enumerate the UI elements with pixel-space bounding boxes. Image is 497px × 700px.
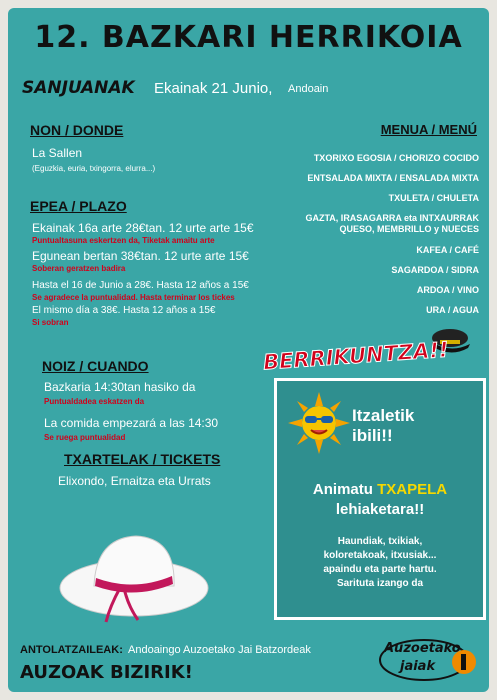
desc-line: Sarituta izango da <box>336 578 424 589</box>
desc-line: Haundiak, txikiak, <box>337 536 423 547</box>
menu-item: QUESO, MEMBRILLO y NUECES <box>339 224 479 234</box>
itzaletik-line1: Itzaletik <box>352 406 415 425</box>
cuando-line2-note: Se ruega puntualidad <box>44 433 126 442</box>
txapela-highlight: TXAPELA <box>377 481 448 498</box>
tickets-heading: TXARTELAK / TICKETS <box>64 451 221 467</box>
logo-text-line2: jaiak <box>400 659 436 674</box>
plazo-line2-note: Soberan geratzen badira <box>32 264 126 273</box>
plazo-line4-note: Si sobran <box>32 318 69 327</box>
plazo-line1: Ekainak 16a arte 28€tan. 12 urte arte 15€ <box>32 221 254 235</box>
slogan: AUZOAK BIZIRIK! <box>20 662 193 683</box>
plazo-line3: Hasta el 16 de Junio a 28€. Hasta 12 años a 15€ <box>32 280 249 291</box>
menu-item: TXULETA / CHULETA <box>388 193 479 203</box>
lehiaketara-word: lehiaketara!! <box>335 501 425 518</box>
sun-hat-illustration <box>54 526 214 626</box>
venue: La Sallen <box>32 146 83 160</box>
desc-line: koloretakoak, itxusiak... <box>323 550 437 561</box>
animatu-word: Animatu <box>312 481 373 498</box>
plazo-line1-note: Puntualtasuna eskertzen da, Tiketak amaitu arte <box>32 236 215 245</box>
menu-item: KAFEA / CAFÉ <box>416 245 479 255</box>
tickets-places: Elixondo, Ernaitza eta Urrats <box>58 474 211 488</box>
plazo-heading: EPEA / PLAZO <box>30 198 127 214</box>
cuando-line1-note: Puntualdadea eskatzen da <box>44 397 145 406</box>
logo-text-line1: Auzoetako <box>384 641 461 656</box>
organizers-name: Andoaingo Auzoetako Jai Batzordeak <box>128 644 311 656</box>
cuando-line2: La comida empezará a las 14:30 <box>44 416 219 430</box>
itzaletik-line2: ibili!! <box>352 426 393 445</box>
auzoetako-jaiak-logo <box>378 638 478 682</box>
event-date: Ekainak 21 Junio, <box>154 80 273 97</box>
contest-description <box>274 535 486 591</box>
animatu-text <box>274 480 486 520</box>
menu-item: GAZTA, IRASAGARRA eta INTXAURRAK <box>305 213 479 223</box>
menu-item: ENTSALADA MIXTA / ENSALADA MIXTA <box>307 173 479 183</box>
itzaletik-text <box>352 406 414 446</box>
sun-icon <box>288 392 350 454</box>
organizers-label: ANTOLATZAILEAK: <box>20 644 123 656</box>
menu-item: URA / AGUA <box>426 305 479 315</box>
plazo-line4: El mismo día a 38€. Hasta 12 años a 15€ <box>32 305 216 316</box>
poster-title: 12. BAZKARI HERRIKOIA <box>34 20 463 55</box>
menu-heading: MENUA / MENÚ <box>380 122 477 137</box>
plazo-line3-note: Se agradece la puntualidad. Hasta terminar los tickes <box>32 293 235 302</box>
plazo-line2: Egunean bertan 38€tan. 12 urte arte 15€ <box>32 249 249 263</box>
poster-panel <box>8 8 489 692</box>
menu-item: SAGARDOA / SIDRA <box>391 265 479 275</box>
menu-item: ARDOA / VINO <box>416 285 479 295</box>
cuando-heading: NOIZ / CUANDO <box>42 358 149 374</box>
venue-note: (Eguzkia, euria, txingorra, elurra...) <box>32 164 156 173</box>
event-place: Andoain <box>288 83 329 95</box>
cuando-line1: Bazkaria 14:30tan hasiko da <box>44 380 196 394</box>
donde-heading: NON / DONDE <box>30 122 124 138</box>
berrikuntza-label: BERRIKUNTZA!! <box>262 337 450 375</box>
menu-item: TXORIXO EGOSIA / CHORIZO COCIDO <box>313 153 479 163</box>
sanjuanak-label: SANJUANAK <box>22 78 135 98</box>
desc-line: apaindu eta parte hartu. <box>323 564 437 575</box>
